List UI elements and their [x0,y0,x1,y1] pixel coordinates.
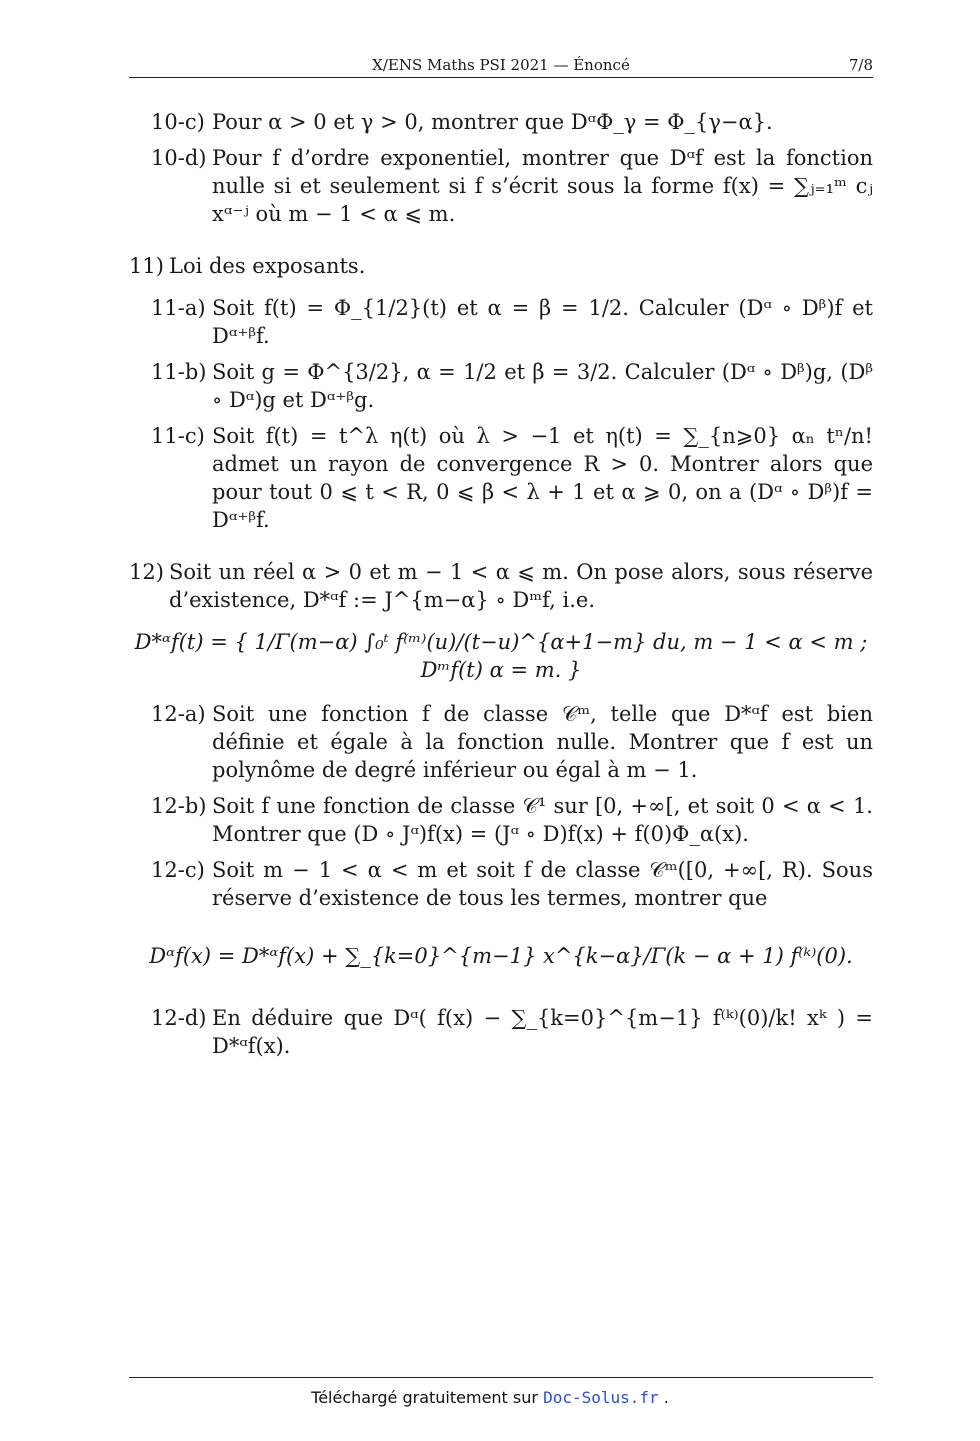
question-text: Soit une fonction f de classe 𝒞ᵐ, telle que D*ᵅf est bien définie et égale à la fonction nulle. Montrer que f est un polynôme de degré inférieur ou égal à m − 1. [212,702,873,782]
question-12a [129,700,873,784]
question-12 [129,558,873,614]
question-label: 12) [129,560,164,584]
question-text: Loi des exposants. [169,254,366,278]
question-12c [129,856,873,912]
question-text: Soit g = Φ^{3/2}, α = 1/2 et β = 3/2. Calculer (Dᵅ ∘ Dᵝ)g, (Dᵝ ∘ Dᵅ)g et Dᵅ⁺ᵝg. [212,360,873,412]
footer-rule [129,1377,873,1378]
caputo-definition-formula: D*ᵅf(t) = { 1/Γ(m−α) ∫₀ᵗ f⁽ᵐ⁾(u)/(t−u)^{α+1−m} du, m − 1 < α < m ; Dᵐf(t) α = m. } [134,630,868,682]
question-text: Soit f(t) = Φ_{1/2}(t) et α = β = 1/2. Calculer (Dᵅ ∘ Dᵝ)f et Dᵅ⁺ᵝf. [212,296,873,348]
footer [0,1388,980,1407]
question-label: 10-d) [151,146,207,170]
question-text: Pour f d’ordre exponentiel, montrer que Dᵅf est la fonction nulle si et seulement si f s’écrit sous la forme f(x) = ∑ⱼ₌₁ᵐ cⱼ xᵅ⁻ʲ où m − 1 < α ⩽ m. [212,146,873,226]
question-12b [129,792,873,848]
question-label: 11-a) [151,296,206,320]
question-11a [129,294,873,350]
question-10d [129,144,873,228]
question-label: 10-c) [151,110,205,134]
question-text: Soit m − 1 < α < m et soit f de classe 𝒞ᵐ([0, +∞[, R). Sous réserve d’existence de tous les termes, montrer que [212,858,873,910]
question-label: 12-d) [151,1006,207,1030]
question-label: 12-a) [151,702,206,726]
question-label: 11-c) [151,424,205,448]
relation-formula: Dᵅf(x) = D*ᵅf(x) + ∑_{k=0}^{m−1} x^{k−α}/Γ(k − α + 1) f⁽ᵏ⁾(0). [149,944,853,968]
question-label: 11) [129,254,164,278]
question-11 [129,252,873,280]
question-10c [129,108,873,136]
header-rule [129,77,873,78]
question-text: Soit f une fonction de classe 𝒞¹ sur [0, +∞[, et soit 0 < α < 1. Montrer que (D ∘ Jᵅ)f(x) = (Jᵅ ∘ D)f(x) + f(0)Φ_α(x). [212,794,873,846]
question-label: 12-c) [151,858,205,882]
page-header [129,52,873,76]
footer-suffix: . [658,1388,669,1407]
question-12d [129,1004,873,1060]
question-label: 12-b) [151,794,207,818]
question-11b [129,358,873,414]
footer-prefix: Téléchargé gratuitement sur [311,1388,544,1407]
question-text: En déduire que Dᵅ( f(x) − ∑_{k=0}^{m−1} f⁽ᵏ⁾(0)/k! xᵏ ) = D*ᵅf(x). [212,1006,873,1058]
doc-solus-link[interactable]: Doc-Solus.fr [543,1388,659,1407]
page-number: 7/8 [848,56,873,74]
question-label: 11-b) [151,360,207,384]
document-body [129,108,873,1068]
question-text: Pour α > 0 et γ > 0, montrer que DᵅΦ_γ = Φ_{γ−α}. [212,110,773,134]
header-title: X/ENS Maths PSI 2021 — Énoncé [372,56,630,74]
question-text: Soit f(t) = t^λ η(t) où λ > −1 et η(t) = ∑_{n⩾0} αₙ tⁿ/n! admet un rayon de convergence R > 0. Montrer alors que pour tout 0 ⩽ t < R, 0 ⩽ β < λ + 1 et α ⩾ 0, on a (Dᵅ ∘ Dᵝ)f = Dᵅ⁺ᵝf. [212,424,873,532]
question-text: Soit un réel α > 0 et m − 1 < α ⩽ m. On pose alors, sous réserve d’existence, D*ᵅf := J^{m−α} ∘ Dᵐf, i.e. [169,560,873,612]
question-11c [129,422,873,534]
